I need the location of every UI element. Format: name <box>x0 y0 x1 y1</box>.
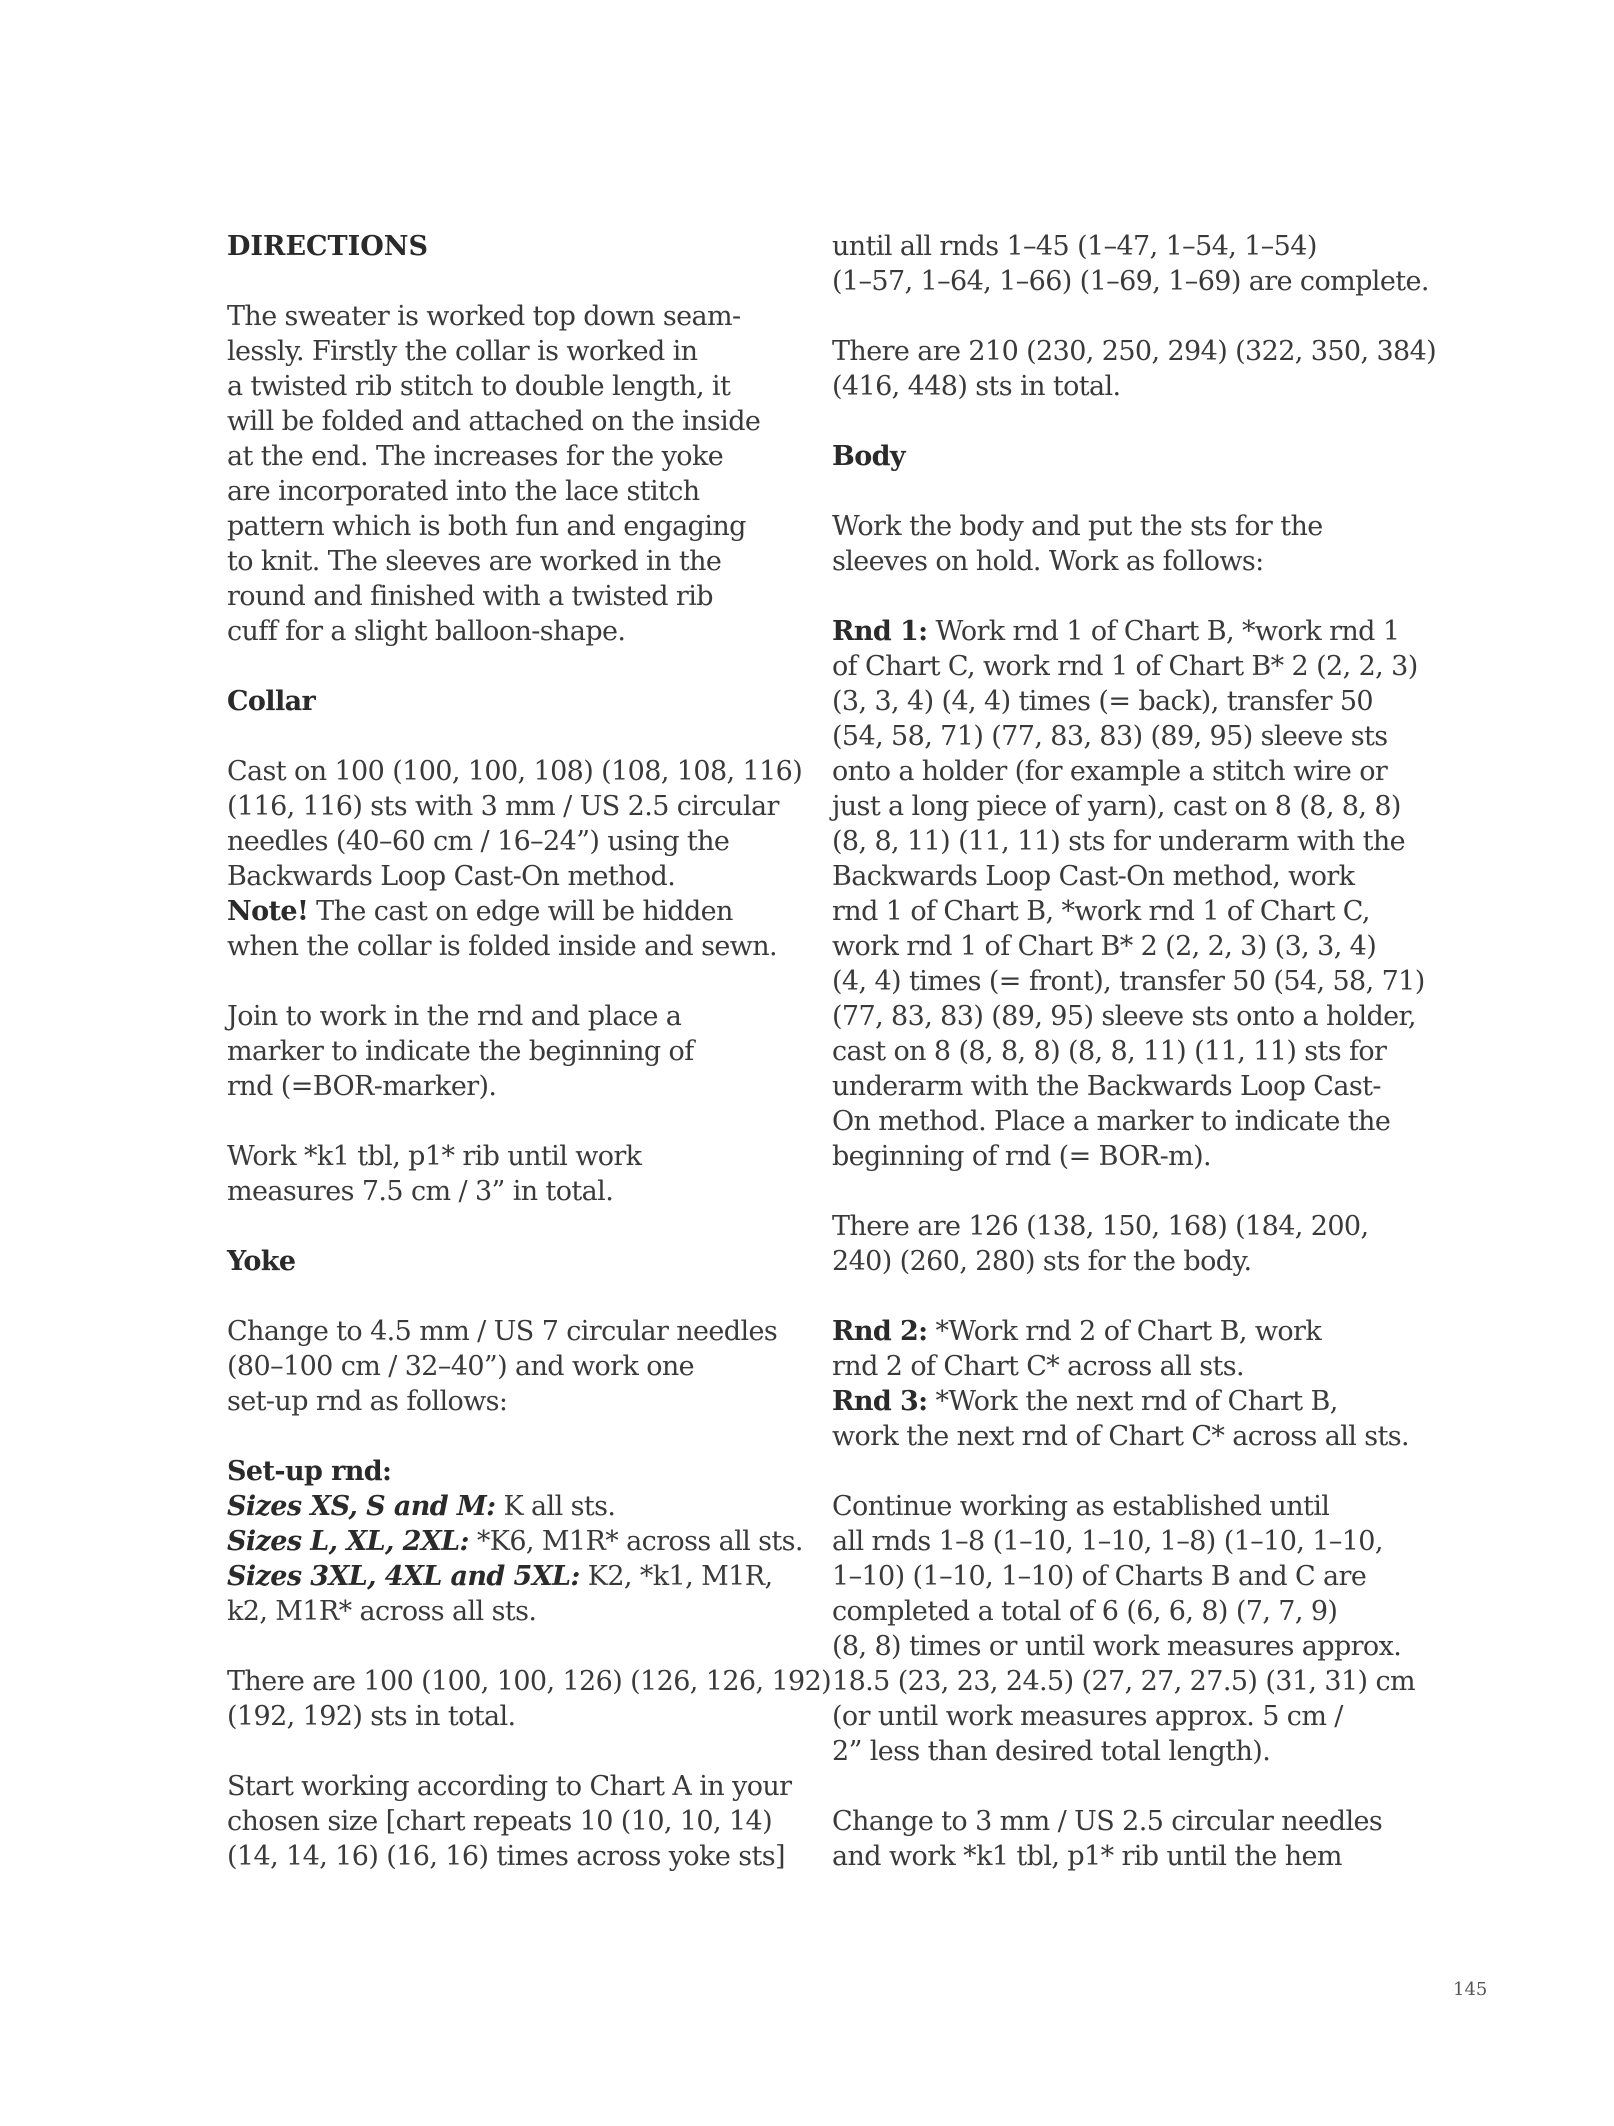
text-line: 240) (260, 280) sts for the body. <box>832 1246 1252 1277</box>
continuation-paragraph <box>832 229 1429 299</box>
text-line: (3, 3, 4) (4, 4) times (= back), transfer 50 <box>832 686 1374 717</box>
note-line <box>227 894 767 929</box>
rnd2-3-paragraph <box>832 1314 1410 1454</box>
text-line: Cast on 100 (100, 100, 108) (108, 108, 116) <box>227 756 803 787</box>
text-line: Work *k1 tbl, p1* rib until work <box>227 1141 642 1172</box>
text-line: (77, 83, 83) (89, 95) sleeve sts onto a holder, <box>832 1001 1416 1032</box>
text-line: to knit. The sleeves are worked in the <box>227 546 722 577</box>
text-line: Start working according to Chart A in your <box>227 1771 792 1802</box>
text-line: (8, 8, 11) (11, 11) sts for underarm with the <box>832 826 1406 857</box>
size-label: Sizes XS, S and M: <box>227 1491 496 1522</box>
total-paragraph <box>832 334 1437 404</box>
body-heading: Body <box>832 441 905 472</box>
text-line: beginning of rnd (= BOR-m). <box>832 1141 1212 1172</box>
rnd3-first-line: Rnd 3: *Work the next rnd of Chart B, <box>832 1386 1338 1417</box>
text-line: Work the body and put the sts for the <box>832 511 1323 542</box>
setup-sizes-line: Sizes XS, S and M: K all sts. <box>227 1491 616 1522</box>
text-line: Change to 3 mm / US 2.5 circular needles <box>832 1806 1383 1837</box>
text-line: (or until work measures approx. 5 cm / <box>832 1701 1343 1732</box>
note-label: Note! <box>227 896 309 927</box>
text-line: of Chart C, work rnd 1 of Chart B* 2 (2, 2, 3) <box>832 651 1418 682</box>
text-line: at the end. The increases for the yoke <box>227 441 724 472</box>
text-line: pattern which is both fun and engaging <box>227 511 746 542</box>
text-line: (416, 448) sts in total. <box>832 371 1121 402</box>
text-line: On method. Place a marker to indicate the <box>832 1106 1391 1137</box>
text-line: (116, 116) sts with 3 mm / US 2.5 circular <box>227 791 779 822</box>
setup-heading: Set-up rnd: <box>227 1456 392 1487</box>
text-line: chosen size [chart repeats 10 (10, 10, 14) <box>227 1806 773 1837</box>
chart-a-paragraph <box>227 1769 792 1874</box>
text-line: There are 126 (138, 150, 168) (184, 200, <box>832 1211 1369 1242</box>
text-line: (8, 8) times or until work measures approx. <box>832 1631 1402 1662</box>
text-line: all rnds 1–8 (1–10, 1–10, 1–8) (1–10, 1–10, <box>832 1526 1383 1557</box>
text-line: rnd 2 of Chart C* across all sts. <box>832 1351 1244 1382</box>
rnd2-label: Rnd 2: <box>832 1316 928 1347</box>
text-line: are incorporated into the lace stitch <box>227 476 700 507</box>
text-line: round and finished with a twisted rib <box>227 581 713 612</box>
continue-paragraph <box>832 1489 1415 1769</box>
rib-paragraph <box>227 1139 767 1209</box>
text-line: just a long piece of yarn), cast on 8 (8, 8, 8) <box>832 791 1401 822</box>
text-line: There are 210 (230, 250, 294) (322, 350, 384) <box>832 336 1437 367</box>
text-line: 18.5 (23, 23, 24.5) (27, 27, 27.5) (31, 31) cm <box>832 1666 1415 1697</box>
text-line: completed a total of 6 (6, 6, 8) (7, 7, 9) <box>832 1596 1338 1627</box>
text-line: (4, 4) times (= front), transfer 50 (54, 58, 71) <box>832 966 1425 997</box>
text-line: marker to indicate the beginning of <box>227 1036 694 1067</box>
setup-sizes-line: Sizes L, XL, 2XL: *K6, M1R* across all sts. <box>227 1526 803 1557</box>
body-intro-paragraph <box>832 509 1372 579</box>
yoke-heading: Yoke <box>227 1246 296 1277</box>
size-label: Sizes L, XL, 2XL: <box>227 1526 469 1557</box>
body-sts-paragraph <box>832 1209 1372 1279</box>
setup-sizes-line: Sizes 3XL, 4XL and 5XL: K2, *k1, M1R, <box>227 1561 773 1592</box>
rnd1-first-line: Rnd 1: Work rnd 1 of Chart B, *work rnd 1 <box>832 616 1400 647</box>
text-line: Backwards Loop Cast-On method. <box>227 861 676 892</box>
text-line: k2, M1R* across all sts. <box>227 1596 537 1627</box>
text-line: work the next rnd of Chart C* across all sts. <box>832 1421 1410 1452</box>
text-line: (192, 192) sts in total. <box>227 1701 516 1732</box>
page-number: 145 <box>1453 1979 1488 2000</box>
text-line: cast on 8 (8, 8, 8) (8, 8, 11) (11, 11) sts for <box>832 1036 1387 1067</box>
text-line: There are 100 (100, 100, 126) (126, 126, 192) <box>227 1666 832 1697</box>
text-line: (14, 14, 16) (16, 16) times across yoke sts] <box>227 1841 785 1872</box>
text-line: and work *k1 tbl, p1* rib until the hem <box>832 1841 1342 1872</box>
text-line: a twisted rib stitch to double length, it <box>227 371 731 402</box>
text-line: will be folded and attached on the inside <box>227 406 761 437</box>
text-line: (54, 58, 71) (77, 83, 83) (89, 95) sleeve sts <box>832 721 1388 752</box>
total-sts-paragraph <box>227 1664 832 1734</box>
collar-paragraph <box>227 754 803 964</box>
text-line: (1–57, 1–64, 1–66) (1–69, 1–69) are complete. <box>832 266 1429 297</box>
size-label: Sizes 3XL, 4XL and 5XL: <box>227 1561 580 1592</box>
intro-paragraph <box>227 299 767 649</box>
rnd1-paragraph <box>832 614 1425 1174</box>
text-line: until all rnds 1–45 (1–47, 1–54, 1–54) <box>832 231 1317 262</box>
text-line: rnd (=BOR-marker). <box>227 1071 497 1102</box>
text-line: rnd 1 of Chart B, *work rnd 1 of Chart C, <box>832 896 1370 927</box>
left-column <box>227 229 832 1874</box>
rnd1-label: Rnd 1: <box>832 616 928 647</box>
yoke-paragraph <box>227 1314 778 1419</box>
text-line: (80–100 cm / 32–40”) and work one <box>227 1351 695 1382</box>
join-paragraph <box>227 999 767 1104</box>
text-line: 1–10) (1–10, 1–10) of Charts B and C are <box>832 1561 1367 1592</box>
text-line: The sweater is worked top down seam- <box>227 301 741 332</box>
text-line: 2” less than desired total length). <box>832 1736 1271 1767</box>
text-line: Backwards Loop Cast-On method, work <box>832 861 1355 892</box>
setup-paragraph <box>227 1454 803 1629</box>
text-line: work rnd 1 of Chart B* 2 (2, 2, 3) (3, 3, 4) <box>832 931 1377 962</box>
right-column <box>832 229 1437 1874</box>
text-line: Join to work in the rnd and place a <box>227 1001 682 1032</box>
text-line: onto a holder (for example a stitch wire or <box>832 756 1388 787</box>
text-line: when the collar is folded inside and sewn. <box>227 931 778 962</box>
rnd2-first-line: Rnd 2: *Work rnd 2 of Chart B, work <box>832 1316 1322 1347</box>
text-line: Change to 4.5 mm / US 7 circular needles <box>227 1316 778 1347</box>
text-line: sleeves on hold. Work as follows: <box>832 546 1264 577</box>
text-line: lessly. Firstly the collar is worked in <box>227 336 698 367</box>
collar-heading: Collar <box>227 686 316 717</box>
note-text: The cast on edge will be hidden <box>308 896 733 927</box>
hem-paragraph <box>832 1804 1383 1874</box>
directions-heading: DIRECTIONS <box>227 231 428 262</box>
text-line: underarm with the Backwards Loop Cast- <box>832 1071 1381 1102</box>
text-line: Continue working as established until <box>832 1491 1330 1522</box>
text-line: set-up rnd as follows: <box>227 1386 508 1417</box>
text-line: cuff for a slight balloon-shape. <box>227 616 626 647</box>
text-line: measures 7.5 cm / 3” in total. <box>227 1176 614 1207</box>
rnd3-label: Rnd 3: <box>832 1386 928 1417</box>
text-line: needles (40–60 cm / 16–24”) using the <box>227 826 730 857</box>
